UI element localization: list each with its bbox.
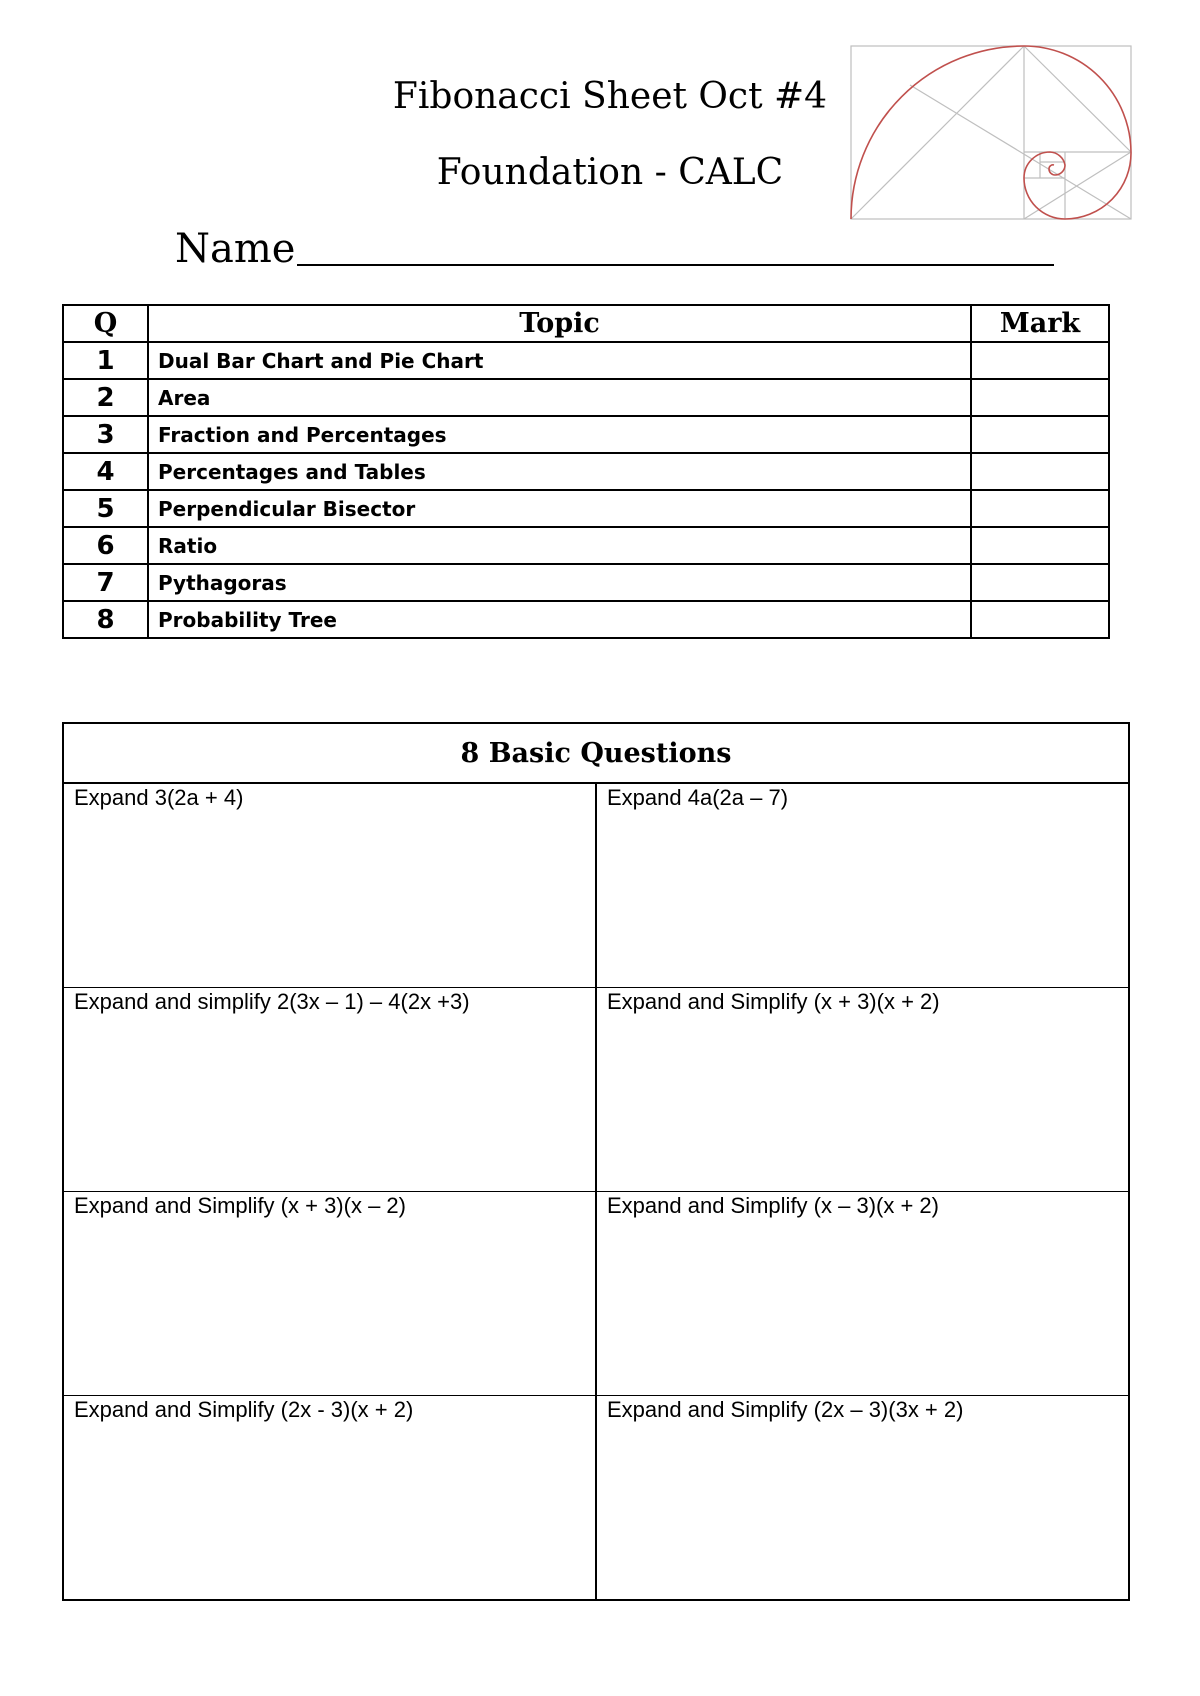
table-row: [63, 379, 1109, 416]
golden-spiral-icon: [850, 45, 1132, 220]
question-cell[interactable]: Expand and Simplify (x + 3)(x + 2): [596, 988, 1129, 1192]
question-row: [63, 988, 1129, 1192]
mark-cell[interactable]: [971, 601, 1109, 638]
table-row: [63, 453, 1109, 490]
question-number: 4: [63, 453, 148, 490]
question-cell[interactable]: Expand and Simplify (x + 3)(x – 2): [63, 1192, 596, 1396]
mark-cell[interactable]: [971, 453, 1109, 490]
question-cell[interactable]: Expand and Simplify (2x - 3)(x + 2): [63, 1396, 596, 1601]
question-number: 3: [63, 416, 148, 453]
name-field[interactable]: [175, 226, 1054, 272]
mark-cell[interactable]: [971, 416, 1109, 453]
header-topic: Topic: [148, 305, 971, 342]
table-row: [63, 601, 1109, 638]
mark-cell[interactable]: [971, 527, 1109, 564]
question-cell[interactable]: Expand 4a(2a – 7): [596, 783, 1129, 988]
table-row: [63, 490, 1109, 527]
basic-questions-table: [62, 722, 1130, 1601]
question-cell[interactable]: Expand and Simplify (x – 3)(x + 2): [596, 1192, 1129, 1396]
mark-cell[interactable]: [971, 490, 1109, 527]
question-row: [63, 783, 1129, 988]
question-topic: Probability Tree: [148, 601, 971, 638]
question-topic: Dual Bar Chart and Pie Chart: [148, 342, 971, 379]
table-row: [63, 564, 1109, 601]
header-mark: Mark: [971, 305, 1109, 342]
mark-cell[interactable]: [971, 342, 1109, 379]
question-topic: Area: [148, 379, 971, 416]
mark-cell[interactable]: [971, 564, 1109, 601]
question-topic: Fraction and Percentages: [148, 416, 971, 453]
question-topic: Perpendicular Bisector: [148, 490, 971, 527]
name-underline[interactable]: [297, 228, 1054, 266]
question-cell[interactable]: Expand 3(2a + 4): [63, 783, 596, 988]
question-topic: Ratio: [148, 527, 971, 564]
question-number: 1: [63, 342, 148, 379]
topics-table: [62, 304, 1110, 639]
sheet-title: Fibonacci Sheet Oct #4: [392, 76, 828, 117]
question-topic: Pythagoras: [148, 564, 971, 601]
basic-questions-title: 8 Basic Questions: [63, 723, 1129, 783]
question-number: 7: [63, 564, 148, 601]
question-number: 5: [63, 490, 148, 527]
header-q: Q: [63, 305, 148, 342]
question-cell[interactable]: Expand and simplify 2(3x – 1) – 4(2x +3): [63, 988, 596, 1192]
table-row: [63, 342, 1109, 379]
name-label: Name: [175, 226, 296, 272]
mark-cell[interactable]: [971, 379, 1109, 416]
sheet-subtitle: Foundation - CALC: [436, 152, 784, 193]
question-cell[interactable]: Expand and Simplify (2x – 3)(3x + 2): [596, 1396, 1129, 1601]
question-number: 8: [63, 601, 148, 638]
question-number: 6: [63, 527, 148, 564]
question-row: [63, 1192, 1129, 1396]
topics-header-row: [63, 305, 1109, 342]
question-number: 2: [63, 379, 148, 416]
question-row: [63, 1396, 1129, 1601]
table-row: [63, 416, 1109, 453]
table-row: [63, 527, 1109, 564]
question-topic: Percentages and Tables: [148, 453, 971, 490]
